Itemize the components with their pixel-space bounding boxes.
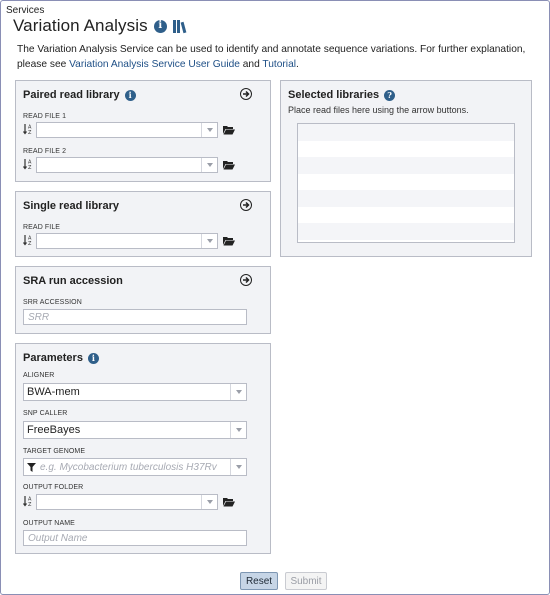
chevron-down-icon[interactable]: [230, 422, 246, 438]
books-icon[interactable]: [173, 19, 185, 33]
title-row: [13, 16, 185, 36]
info-icon[interactable]: i: [154, 20, 167, 33]
svg-text:A: A: [28, 496, 32, 503]
chevron-down-icon[interactable]: [201, 123, 217, 137]
paired-panel-title: Paired read library i: [23, 89, 136, 101]
sra-accession-panel: [15, 266, 271, 334]
chevron-down-icon[interactable]: [201, 495, 217, 509]
svg-text:Z: Z: [28, 241, 32, 246]
parameters-panel-title: Parameters i: [23, 352, 99, 364]
tutorial-link[interactable]: Tutorial: [262, 59, 296, 70]
paired-read-panel: [15, 80, 271, 182]
output-folder-select[interactable]: [36, 494, 218, 510]
add-sra-arrow-icon[interactable]: [240, 274, 252, 286]
user-guide-link[interactable]: Variation Analysis Service User Guide: [69, 59, 240, 70]
read-file-2-select[interactable]: [36, 157, 218, 173]
folder-open-icon[interactable]: [223, 125, 235, 135]
aligner-label: ALIGNER: [23, 372, 55, 379]
sort-alpha-icon[interactable]: [23, 234, 35, 246]
single-read-panel: [15, 191, 271, 257]
srr-accession-label: SRR ACCESSION: [23, 299, 82, 306]
services-breadcrumb[interactable]: Services: [6, 5, 45, 16]
list-item: [298, 190, 514, 207]
chevron-down-icon[interactable]: [201, 234, 217, 248]
read-file-1-label: READ FILE 1: [23, 113, 67, 120]
info-icon[interactable]: i: [88, 353, 99, 364]
snp-caller-label: SNP CALLER: [23, 410, 68, 417]
question-icon[interactable]: ?: [384, 90, 395, 101]
output-name-input[interactable]: Output Name: [23, 530, 247, 546]
list-item: [298, 141, 514, 158]
list-item: [298, 207, 514, 224]
sra-panel-title: SRA run accession: [23, 275, 123, 287]
svg-text:Z: Z: [28, 165, 32, 170]
sort-alpha-icon[interactable]: [23, 123, 35, 135]
sort-alpha-icon[interactable]: [23, 158, 35, 170]
output-folder-label: OUTPUT FOLDER: [23, 484, 84, 491]
sort-alpha-icon[interactable]: [23, 495, 35, 507]
list-item: [298, 124, 514, 141]
snp-caller-select[interactable]: FreeBayes: [23, 421, 247, 439]
service-description: The Variation Analysis Service can be used to identify and annotate sequence variations. For further explanation, please see Variation Analysis Service User Guide and Tutorial.: [17, 44, 526, 70]
svg-text:A: A: [28, 235, 32, 242]
list-item: [298, 157, 514, 174]
reset-button[interactable]: Reset: [240, 572, 278, 590]
list-item: [298, 174, 514, 191]
selected-libraries-hint: Place read files here using the arrow buttons.: [288, 105, 469, 115]
selected-libraries-list[interactable]: [297, 123, 515, 243]
svg-text:Z: Z: [28, 130, 32, 135]
svg-text:A: A: [28, 159, 32, 166]
read-file-1-select[interactable]: [36, 122, 218, 138]
output-name-label: OUTPUT NAME: [23, 520, 75, 527]
add-paired-arrow-icon[interactable]: [240, 88, 252, 100]
chevron-down-icon[interactable]: [230, 459, 246, 475]
single-panel-title: Single read library: [23, 200, 119, 212]
submit-button[interactable]: Submit: [285, 572, 327, 590]
parameters-panel: [15, 343, 271, 554]
folder-open-icon[interactable]: [223, 236, 235, 246]
read-file-select[interactable]: [36, 233, 218, 249]
selected-panel-title: Selected libraries ?: [288, 89, 395, 101]
target-genome-label: TARGET GENOME: [23, 448, 86, 455]
page-title: Variation Analysis: [13, 16, 148, 35]
svg-text:A: A: [28, 124, 32, 131]
srr-accession-input[interactable]: SRR: [23, 309, 247, 325]
aligner-select[interactable]: BWA-mem: [23, 383, 247, 401]
folder-open-icon[interactable]: [223, 497, 235, 507]
chevron-down-icon[interactable]: [230, 384, 246, 400]
list-item: [298, 223, 514, 240]
selected-libraries-panel: [280, 80, 532, 257]
read-file-2-label: READ FILE 2: [23, 148, 67, 155]
read-file-label: READ FILE: [23, 224, 61, 231]
add-single-arrow-icon[interactable]: [240, 199, 252, 211]
filter-icon: [27, 463, 36, 472]
folder-open-icon[interactable]: [223, 160, 235, 170]
info-icon[interactable]: i: [125, 90, 136, 101]
chevron-down-icon[interactable]: [201, 158, 217, 172]
svg-text:Z: Z: [28, 502, 32, 507]
target-genome-select[interactable]: e.g. Mycobacterium tuberculosis H37Rv: [23, 458, 247, 476]
